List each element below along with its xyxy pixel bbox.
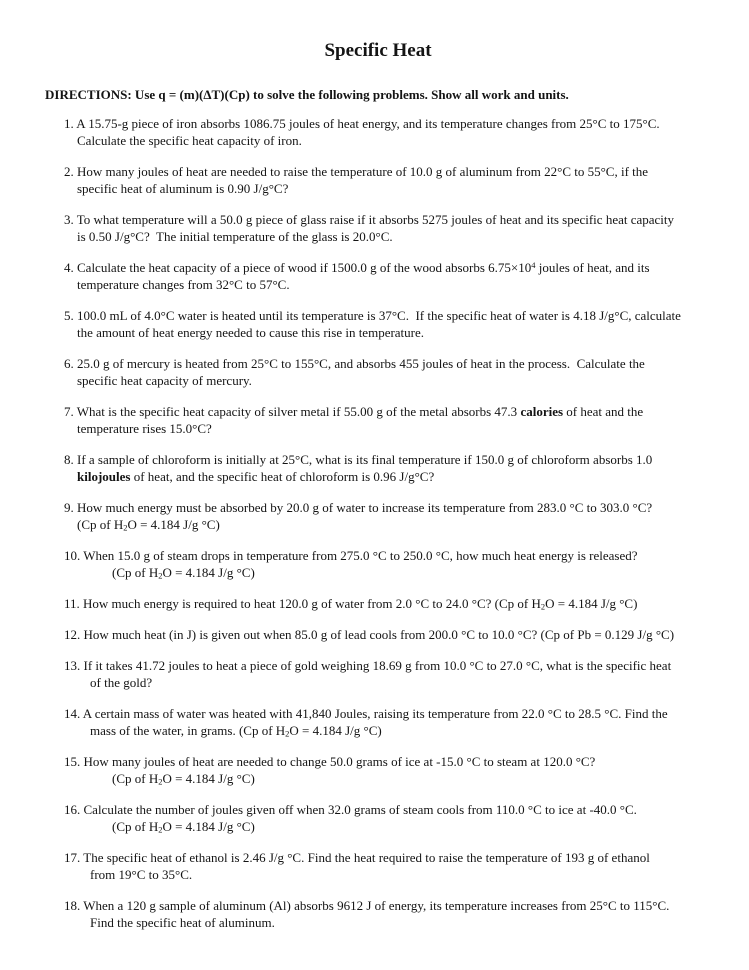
problem-line: [45, 180, 711, 197]
text-run: (Cp of H: [112, 565, 159, 580]
text-run: temperature changes from 32°C to 57°C.: [77, 277, 290, 292]
text-run: (Cp of H: [112, 819, 159, 834]
problem-item: [45, 897, 711, 931]
problem-item: [45, 451, 711, 485]
text-run: If a sample of chloroform is initially at 25°C, what is its final temperature if 150.0 g of chloroform absorbs 1.0: [77, 452, 653, 467]
directions-text: DIRECTIONS: Use q = (m)(ΔT)(Cp) to solve the following problems. Show all work and units.: [45, 87, 569, 102]
problem-number: 4.: [64, 260, 77, 275]
problem-line: [45, 132, 711, 149]
problem-line: [45, 753, 711, 770]
problem-number: 17.: [64, 850, 84, 865]
problem-number: 11.: [64, 596, 84, 611]
problem-line: [45, 468, 711, 485]
text-run: 2: [158, 824, 163, 835]
text-run: How much heat (in J) is given out when 85.0 g of lead cools from 200.0 °C to 10.0 °C? (Cp of Pb = 0.129 J/g °C): [83, 627, 675, 642]
problem-line: [45, 547, 711, 564]
problem-line: [45, 372, 711, 389]
problem-line: [45, 499, 711, 516]
problem-item: [45, 403, 711, 437]
text-run: The specific heat of ethanol is 2.46 J/g °C. Find the heat required to raise the temperature of 193 g of ethanol: [83, 850, 650, 865]
problem-line: [45, 866, 711, 883]
text-run: Calculate the number of joules given off when 32.0 grams of steam cools from 110.0 °C to ice at -40.0 °C.: [83, 802, 637, 817]
problem-line: [45, 818, 711, 835]
text-run: 2: [158, 776, 163, 787]
problem-line: [45, 259, 711, 276]
problem-line: [45, 705, 711, 722]
text-run: O = 4.184 J/g °C): [545, 596, 638, 611]
problem-number: 16.: [64, 802, 84, 817]
problem-item: [45, 307, 711, 341]
problem-line: [45, 722, 711, 739]
text-run: If it takes 41.72 joules to heat a piece of gold weighing 18.69 g from 10.0 °C to 27.0 °C, what is the specific heat: [83, 658, 672, 673]
problem-number: 2.: [64, 164, 77, 179]
problem-number: 6.: [64, 356, 77, 371]
problem-line: [45, 307, 711, 324]
text-run: is 0.50 J/g°C? The initial temperature of the glass is 20.0°C.: [77, 229, 393, 244]
text-run: Find the specific heat of aluminum.: [90, 915, 275, 930]
problem-line: [45, 451, 711, 468]
problem-line: [45, 770, 711, 787]
problem-line: [45, 420, 711, 437]
problem-number: 14.: [64, 706, 83, 721]
problem-item: [45, 499, 711, 533]
text-run: To what temperature will a 50.0 g piece of glass raise if it absorbs 5275 joules of heat and its specific heat capacity: [76, 212, 675, 227]
problem-number: 7.: [64, 404, 77, 419]
problem-line: [45, 657, 711, 674]
problem-number: 18.: [64, 898, 84, 913]
text-run: of the gold?: [90, 675, 153, 690]
problem-line: [45, 115, 711, 132]
problem-line: [45, 355, 711, 372]
problem-line: [45, 897, 711, 914]
text-run: How much energy must be absorbed by 20.0 g of water to increase its temperature from 283.0 °C to 303.0 °C?: [77, 500, 653, 515]
problem-item: [45, 259, 711, 293]
text-run: (Cp of H: [77, 517, 124, 532]
text-run: A certain mass of water was heated with 41,840 Joules, raising its temperature from 22.0 °C to 28.5 °C. Find the: [82, 706, 668, 721]
problem-item: [45, 801, 711, 835]
text-run: O = 4.184 J/g °C): [162, 819, 255, 834]
text-run: O = 4.184 J/g °C): [289, 723, 382, 738]
problem-line: [45, 801, 711, 818]
problem-line: [45, 564, 711, 581]
problem-line: [45, 914, 711, 931]
text-run: (Cp of H: [112, 771, 159, 786]
text-run: specific heat capacity of mercury.: [77, 373, 252, 388]
problem-item: [45, 626, 711, 643]
problem-item: [45, 657, 711, 691]
text-run: from 19°C to 35°C.: [90, 867, 193, 882]
problem-number: 10.: [64, 548, 84, 563]
text-run: O = 4.184 J/g °C): [127, 517, 220, 532]
problem-number: 15.: [64, 754, 84, 769]
text-run: 2: [540, 601, 546, 612]
problem-line: [45, 674, 711, 691]
problem-item: [45, 705, 711, 739]
problem-line: [45, 276, 711, 293]
problem-item: [45, 753, 711, 787]
text-run: When 15.0 g of steam drops in temperature from 275.0 °C to 250.0 °C, how much heat energy is released?: [83, 548, 638, 563]
text-run: kilojoules: [77, 469, 131, 484]
problem-item: [45, 355, 711, 389]
text-run: How many joules of heat are needed to change 50.0 grams of ice at -15.0 °C to steam at 120.0 °C?: [83, 754, 596, 769]
text-run: O = 4.184 J/g °C): [162, 565, 255, 580]
text-run: A 15.75-g piece of iron absorbs 1086.75 joules of heat energy, and its temperature changes from 25°C to 175°C.: [76, 116, 660, 131]
text-run: of heat and the: [563, 404, 644, 419]
text-run: 25.0 g of mercury is heated from 25°C to 155°C, and absorbs 455 joules of heat in the process. Calculate the: [77, 356, 645, 371]
text-run: How much energy is required to heat 120.0 g of water from 2.0 °C to 24.0 °C? (Cp of H: [83, 596, 541, 611]
text-run: 4: [531, 260, 536, 271]
problem-number: 12.: [64, 627, 84, 642]
text-run: mass of the water, in grams. (Cp of H: [90, 723, 286, 738]
problem-item: [45, 163, 711, 197]
text-run: How many joules of heat are needed to raise the temperature of 10.0 g of aluminum from 22°C to 55°C, if the: [77, 164, 649, 179]
problem-number: 9.: [64, 500, 77, 515]
text-run: of heat, and the specific heat of chloroform is 0.96 J/g°C?: [130, 469, 435, 484]
page-title: Specific Heat: [324, 40, 432, 61]
problem-number: 8.: [64, 452, 77, 467]
problem-line: [45, 228, 711, 245]
text-run: Calculate the specific heat capacity of iron.: [77, 133, 302, 148]
problem-number: 1.: [64, 116, 77, 131]
problem-line: [45, 849, 711, 866]
problem-line: [45, 516, 711, 533]
text-run: 100.0 mL of 4.0°C water is heated until its temperature is 37°C. If the specific heat of water is 4.18 J/g°C, calculate: [77, 308, 681, 323]
text-run: Calculate the heat capacity of a piece of wood if 1500.0 g of the wood absorbs 6.75×10: [77, 260, 532, 275]
text-run: When a 120 g sample of aluminum (Al) absorbs 9612 J of energy, its temperature increases from 25°C to 115°C.: [83, 898, 670, 913]
text-run: What is the specific heat capacity of silver metal if 55.00 g of the metal absorbs 47.3: [76, 404, 521, 419]
problem-item: [45, 595, 711, 612]
problem-item: [45, 547, 711, 581]
text-run: O = 4.184 J/g °C): [162, 771, 255, 786]
text-run: joules of heat, and its: [535, 260, 650, 275]
problem-number: 3.: [64, 212, 77, 227]
text-run: calories: [520, 404, 564, 419]
problems-list: [45, 115, 711, 931]
text-run: the amount of heat energy needed to cause this rise in temperature.: [77, 325, 425, 340]
text-run: 2: [285, 728, 290, 739]
problem-line: [45, 211, 711, 228]
text-run: specific heat of aluminum is 0.90 J/g°C?: [77, 181, 289, 196]
problem-line: [45, 626, 711, 643]
problem-line: [45, 403, 711, 420]
problem-line: [45, 595, 711, 612]
text-run: temperature rises 15.0°C?: [77, 421, 212, 436]
problem-item: [45, 211, 711, 245]
text-run: 2: [158, 570, 163, 581]
problem-line: [45, 324, 711, 341]
problem-item: [45, 849, 711, 883]
text-run: 2: [123, 522, 128, 533]
problem-number: 13.: [64, 658, 84, 673]
problem-number: 5.: [64, 308, 77, 323]
problem-line: [45, 163, 711, 180]
problem-item: [45, 115, 711, 149]
